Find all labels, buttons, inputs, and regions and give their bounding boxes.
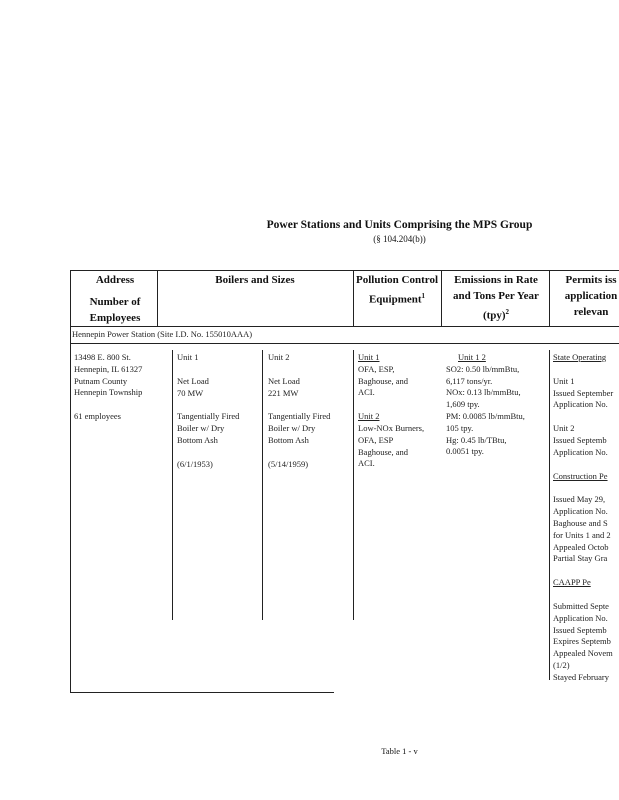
page-title: Power Stations and Units Comprising the MPS Group [266,219,533,231]
table-top-rule [70,270,619,271]
station-name: Hennepin Power Station (Site I.D. No. 155010AAA) [72,329,253,339]
pollution-block: Unit 1 OFA, ESP, Baghouse, and ACI. Unit 2 Low-NOx Burners, OFA, ESP Baghouse, and ACI. [358,352,425,469]
emissions-block: Unit 1 2 SO2: 0.50 lb/mmBtu, 6,117 tons/yr. NOx: 0.13 lb/mmBtu, 1,609 tpy. PM: 0.0085 lb/mmBtu, 105 tpy. Hg: 0.45 lb/TBtu, 0.0051 tpy. [446,352,525,457]
col-divider-1 [157,270,158,327]
col-divider-2 [353,270,354,327]
col-divider-body-3 [353,350,354,620]
page-subtitle: (§ 104.204(b)) [373,234,426,244]
left-border [70,270,71,693]
unit1-block: Unit 1 Net Load 70 MW Tangentially Fired Boiler w/ Dry Bottom Ash (6/1/1953) [177,352,240,469]
header-address: Address Number of Employees [89,274,141,324]
col-divider-body-1 [172,350,173,620]
address-block: 13498 E. 800 St. Hennepin, IL 61327 Putnam County Hennepin Township 61 employees [74,352,143,422]
header-emissions: Emissions in Rate and Tons Per Year (tpy)$^2$ [453,274,539,322]
page-footer: Table 1 - v [381,746,418,756]
unit2-block: Unit 2 Net Load 221 MW Tangentially Fired Boiler w/ Dry Bottom Ash (5/14/1959) [268,352,331,469]
col-divider-body-4 [549,350,550,680]
header-pollution: Pollution Control Equipment$^1$ [356,274,439,306]
col-divider-3 [441,270,442,327]
header-boilers: Boilers and Sizes [215,274,295,286]
table-bottom-rule [70,692,334,693]
permits-block: State Operating Unit 1 Issued September Application No. Unit 2 Issued Septemb Application No. Construction Pe Issued May 29, Application No. Baghouse and S for Units 1 and 2 Appealed Octob Partial Stay Gra CAAPP Pe Submitted Septe Application No. Issued Septemb Expires Septemb Appealed Novem (1/2) Stayed February [553,352,614,682]
col-divider-4 [549,270,550,327]
header-bottom-rule [70,326,619,327]
header-permits: Permits iss application relevan [564,274,618,318]
station-bottom-rule [70,343,619,344]
col-divider-body-2 [262,350,263,620]
